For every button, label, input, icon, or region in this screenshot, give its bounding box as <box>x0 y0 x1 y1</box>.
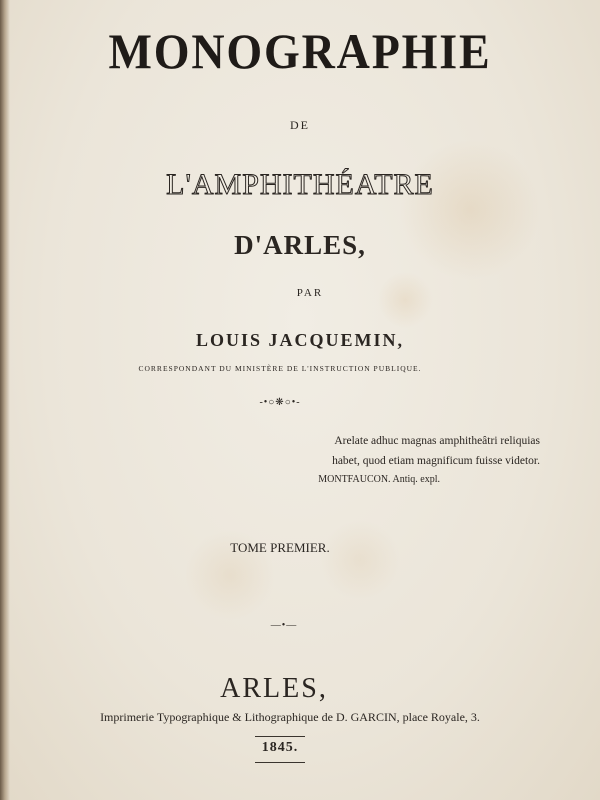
volume-label: TOME PREMIER. <box>230 540 330 555</box>
author-role: CORRESPONDANT DU MINISTÈRE DE L'INSTRUCTION PUBLIQUE. <box>138 364 422 373</box>
book-place-title: D'ARLES, <box>234 230 366 260</box>
epigraph-line-2: habet, quod etiam magnificum fuisse videtor. <box>332 455 540 467</box>
title-connector-de: DE <box>290 118 310 132</box>
imprint-city: ARLES, <box>220 673 328 704</box>
year-rule-bottom <box>255 762 305 763</box>
imprint-year: 1845. <box>261 740 299 755</box>
book-title: MONOGRAPHIE <box>108 23 492 79</box>
year-rule-top <box>255 736 305 737</box>
epigraph-attribution: MONTFAUCON. Antiq. expl. <box>318 474 440 485</box>
by-label: PAR <box>296 287 324 299</box>
imprint-printer: Imprimerie Typographique & Lithographique de D. GARCIN, place Royale, 3. <box>100 710 480 724</box>
author-name: LOUIS JACQUEMIN, <box>195 330 405 350</box>
ornament-divider-top: -•○❋○•- <box>259 397 301 408</box>
book-subject: L'AMPHITHÉATRE <box>166 168 434 201</box>
ornament-divider-bottom: —•— <box>270 620 298 631</box>
epigraph-line-1: Arelate adhuc magnas amphitheâtri reliquias <box>334 435 540 447</box>
